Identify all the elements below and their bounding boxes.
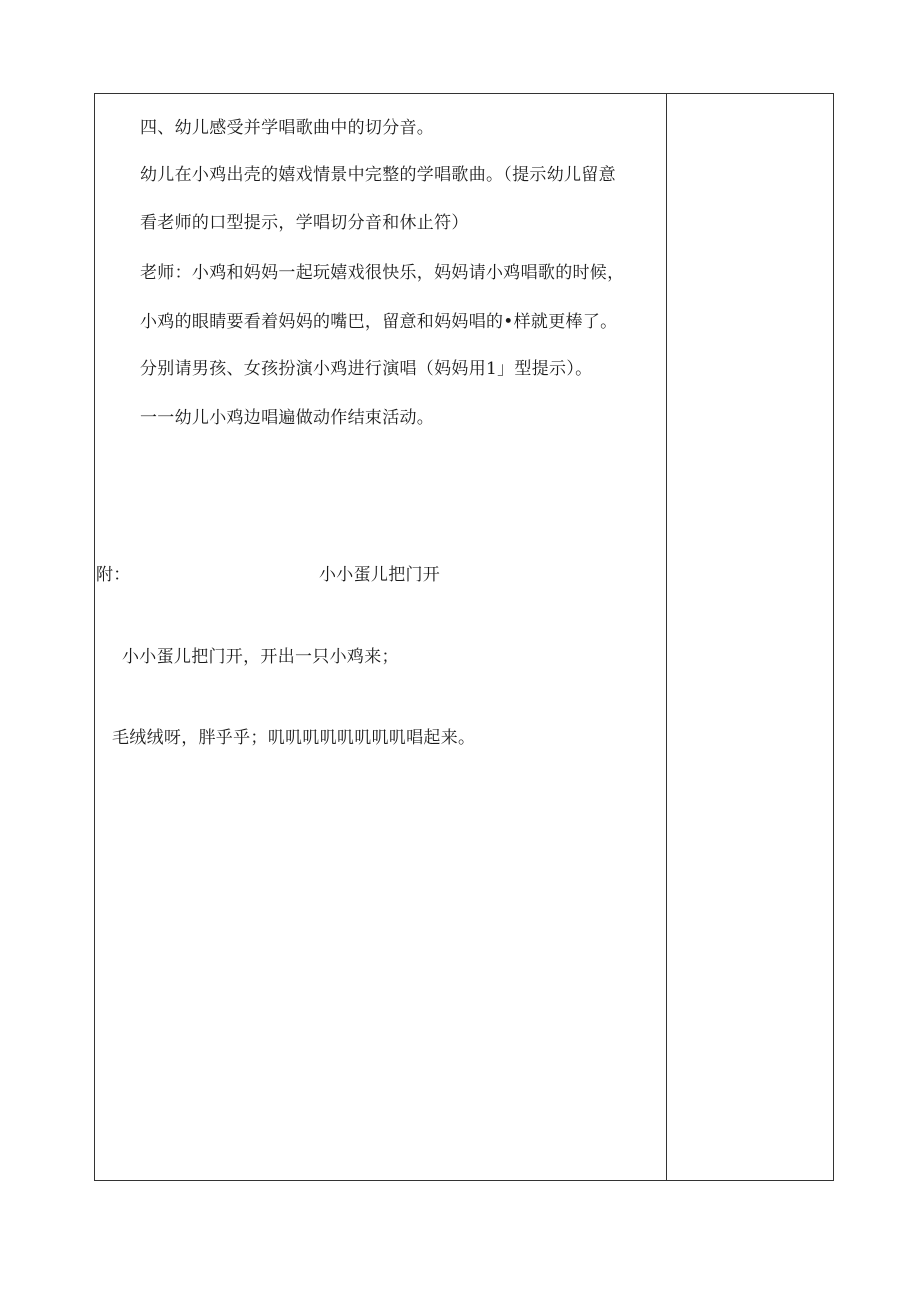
appendix-label: 附： — [96, 565, 131, 585]
paragraph-line: 一一幼儿小鸡边唱遍做动作结束活动。 — [140, 408, 435, 428]
paragraph-line: 小鸡的眼睛要看着妈妈的嘴巴，留意和妈妈唱的•样就更棒了。 — [140, 312, 618, 332]
paragraph-line: 分别请男孩、女孩扮演小鸡进行演唱（妈妈用1」型提示）。 — [140, 359, 593, 379]
column-divider — [666, 93, 667, 1181]
paragraph-line: 看老师的口型提示，学唱切分音和休止符） — [140, 213, 469, 233]
paragraph-line: 老师：小鸡和妈妈一起玩嬉戏很快乐，妈妈请小鸡唱歌的时候， — [140, 263, 625, 283]
song-title: 小小蛋儿把门开 — [319, 565, 441, 585]
lyric-line: 小小蛋儿把门开，开出一只小鸡来； — [122, 647, 399, 667]
lyric-line: 毛绒绒呀，胖乎乎；叽叽叽叽叽叽叽叽唱起来。 — [112, 728, 476, 748]
table-frame — [94, 93, 834, 1181]
section-heading: 四、幼儿感受并学唱歌曲中的切分音。 — [140, 118, 435, 138]
paragraph-line: 幼儿在小鸡出壳的嬉戏情景中完整的学唱歌曲。（提示幼儿留意 — [140, 165, 616, 185]
